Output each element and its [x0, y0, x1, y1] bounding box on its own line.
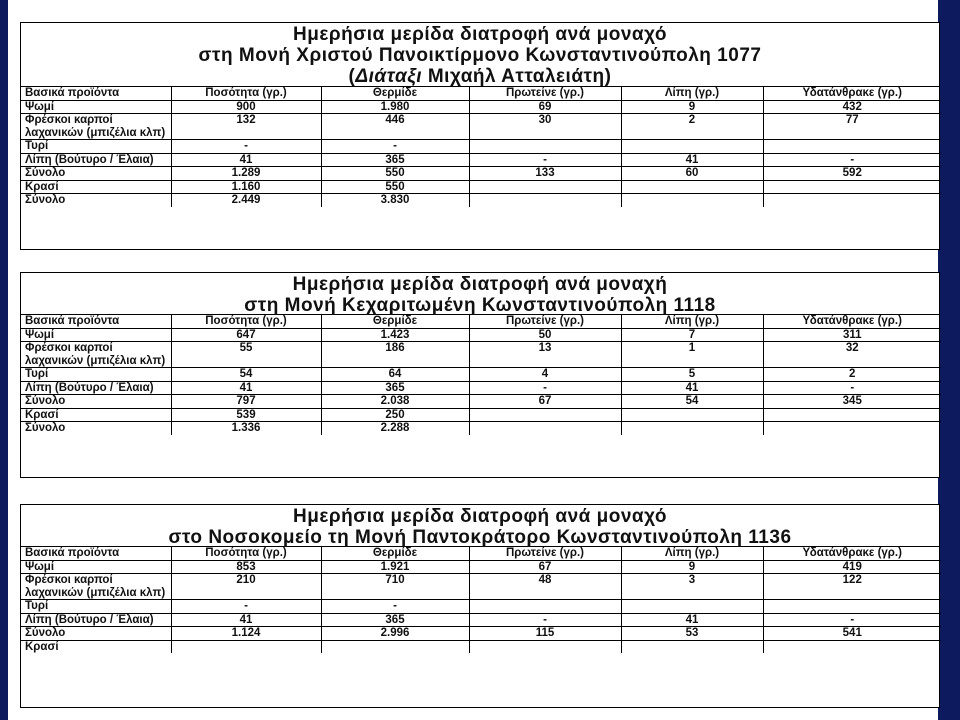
value-cell: 50 — [469, 328, 621, 342]
row-label-cell: Ψωμί — [21, 560, 171, 574]
value-cell: 1.124 — [171, 627, 321, 641]
value-cell: 1.423 — [321, 328, 469, 342]
value-cell: 60 — [621, 167, 763, 181]
column-header: Υδατάνθρακε (γρ.) — [763, 315, 941, 328]
column-header: Λίπη (γρ.) — [621, 547, 763, 560]
value-cell — [469, 640, 621, 653]
diet-table-block-1077 — [20, 22, 940, 250]
value-cell: 365 — [321, 153, 469, 167]
value-cell: 539 — [171, 408, 321, 422]
table-row — [21, 140, 941, 154]
title-text: Ημερήσια μερίδα διατροφή ανά μοναχή — [292, 274, 668, 295]
value-cell: - — [469, 153, 621, 167]
table-row — [21, 381, 941, 395]
left-decorative-bar — [0, 0, 8, 720]
value-cell: 900 — [171, 100, 321, 114]
title-text: στο Νοσοκομείο τη Μονή Παντοκράτορο Κωνσταντινούπολη 1136 — [168, 527, 792, 548]
value-cell: 54 — [621, 395, 763, 409]
table-title — [21, 505, 939, 547]
row-label-cell: Λίπη (Βούτυρο / Έλαια) — [21, 613, 171, 627]
value-cell: 365 — [321, 613, 469, 627]
value-cell: 419 — [763, 560, 941, 574]
diet-table — [21, 315, 941, 435]
column-header: Υδατάνθρακε (γρ.) — [763, 547, 941, 560]
table-row — [21, 328, 941, 342]
title-text: ( — [348, 66, 356, 87]
value-cell — [469, 600, 621, 614]
value-cell: 41 — [171, 381, 321, 395]
row-label-cell: Λίπη (Βούτυρο / Έλαια) — [21, 153, 171, 167]
value-cell: 1.336 — [171, 422, 321, 435]
table-row — [21, 167, 941, 181]
value-cell: 41 — [621, 153, 763, 167]
title-text: Διάταξι — [355, 66, 423, 87]
table-row — [21, 422, 941, 435]
row-label-cell: Τυρί — [21, 368, 171, 382]
value-cell — [171, 640, 321, 653]
row-label-cell: Κρασί — [21, 180, 171, 194]
value-cell: 592 — [763, 167, 941, 181]
value-cell: 432 — [763, 100, 941, 114]
table-row — [21, 153, 941, 167]
value-cell: 3 — [621, 574, 763, 600]
value-cell: 41 — [621, 613, 763, 627]
title-text: Ημερήσια μερίδα διατροφή ανά μοναχό — [293, 506, 667, 527]
value-cell — [321, 640, 469, 653]
value-cell: 647 — [171, 328, 321, 342]
row-label-cell: Σύνολο — [21, 167, 171, 181]
value-cell — [763, 422, 941, 435]
row-label-cell: Κρασί — [21, 640, 171, 653]
table-row — [21, 100, 941, 114]
title-line — [21, 45, 939, 66]
value-cell: 4 — [469, 368, 621, 382]
value-cell — [469, 194, 621, 207]
value-cell — [763, 408, 941, 422]
column-header: Βασικά προϊόντα — [21, 87, 171, 100]
title-text: στη Μονή Χριστού Πανοικτίρμονο Κωνσταντινούπολη 1077 — [198, 45, 762, 66]
table-title — [21, 23, 939, 87]
value-cell: 67 — [469, 395, 621, 409]
header-row — [21, 547, 941, 560]
value-cell: 210 — [171, 574, 321, 600]
row-label-cell: Φρέσκοι καρποί λαχανικών (μπιζέλια κλπ) — [21, 114, 171, 140]
value-cell: 1.980 — [321, 100, 469, 114]
column-header: Βασικά προϊόντα — [21, 315, 171, 328]
value-cell: 345 — [763, 395, 941, 409]
row-label-cell: Ψωμί — [21, 100, 171, 114]
value-cell — [469, 180, 621, 194]
column-header: Πρωτείνε (γρ.) — [469, 547, 621, 560]
value-cell: 797 — [171, 395, 321, 409]
value-cell: 710 — [321, 574, 469, 600]
row-label-cell: Σύνολο — [21, 395, 171, 409]
value-cell: 41 — [171, 153, 321, 167]
value-cell — [621, 140, 763, 154]
value-cell: 186 — [321, 342, 469, 368]
value-cell: - — [469, 613, 621, 627]
title-line — [21, 66, 939, 87]
value-cell: 122 — [763, 574, 941, 600]
table-row — [21, 627, 941, 641]
row-label-cell: Σύνολο — [21, 627, 171, 641]
row-label-cell: Σύνολο — [21, 422, 171, 435]
column-header: Θερμίδε — [321, 87, 469, 100]
value-cell: 9 — [621, 100, 763, 114]
value-cell: 2.288 — [321, 422, 469, 435]
title-line — [21, 24, 939, 45]
value-cell — [763, 640, 941, 653]
table-row — [21, 368, 941, 382]
diet-table-block-1136 — [20, 504, 940, 708]
row-label-cell: Φρέσκοι καρποί λαχανικών (μπιζέλια κλπ) — [21, 574, 171, 600]
column-header: Θερμίδε — [321, 547, 469, 560]
value-cell: 2.449 — [171, 194, 321, 207]
column-header: Βασικά προϊόντα — [21, 547, 171, 560]
value-cell: 1.289 — [171, 167, 321, 181]
value-cell: 550 — [321, 167, 469, 181]
value-cell: 2 — [621, 114, 763, 140]
value-cell: 55 — [171, 342, 321, 368]
value-cell: - — [321, 600, 469, 614]
value-cell: 541 — [763, 627, 941, 641]
title-line — [21, 506, 939, 527]
value-cell: 2.996 — [321, 627, 469, 641]
value-cell: 2 — [763, 368, 941, 382]
column-header: Ποσότητα (γρ.) — [171, 547, 321, 560]
value-cell: 9 — [621, 560, 763, 574]
value-cell: 115 — [469, 627, 621, 641]
column-header: Υδατάνθρακε (γρ.) — [763, 87, 941, 100]
column-header: Ποσότητα (γρ.) — [171, 315, 321, 328]
value-cell: 30 — [469, 114, 621, 140]
value-cell — [763, 600, 941, 614]
row-label-cell: Φρέσκοι καρποί λαχανικών (μπιζέλια κλπ) — [21, 342, 171, 368]
value-cell: 32 — [763, 342, 941, 368]
value-cell: 1.160 — [171, 180, 321, 194]
title-text: στη Μονή Κεχαριτωμένη Κωνσταντινούπολη 1118 — [244, 295, 716, 316]
value-cell: 132 — [171, 114, 321, 140]
value-cell: 1 — [621, 342, 763, 368]
value-cell: 13 — [469, 342, 621, 368]
value-cell: 54 — [171, 368, 321, 382]
row-label-cell: Λίπη (Βούτυρο / Έλαια) — [21, 381, 171, 395]
value-cell — [469, 140, 621, 154]
value-cell — [621, 422, 763, 435]
table-row — [21, 114, 941, 140]
value-cell: 365 — [321, 381, 469, 395]
value-cell: 250 — [321, 408, 469, 422]
table-row — [21, 180, 941, 194]
value-cell: 67 — [469, 560, 621, 574]
row-label-cell: Ψωμί — [21, 328, 171, 342]
value-cell — [763, 194, 941, 207]
value-cell: 48 — [469, 574, 621, 600]
value-cell: 77 — [763, 114, 941, 140]
row-label-cell: Τυρί — [21, 140, 171, 154]
value-cell: - — [171, 140, 321, 154]
value-cell: 550 — [321, 180, 469, 194]
value-cell — [763, 180, 941, 194]
title-line — [21, 295, 939, 316]
value-cell: - — [763, 153, 941, 167]
value-cell: - — [763, 381, 941, 395]
title-line — [21, 274, 939, 295]
header-row — [21, 87, 941, 100]
diet-table-block-1118 — [20, 272, 940, 478]
table-row — [21, 408, 941, 422]
value-cell — [763, 140, 941, 154]
value-cell: - — [469, 381, 621, 395]
value-cell: 853 — [171, 560, 321, 574]
value-cell: - — [321, 140, 469, 154]
row-label-cell: Σύνολο — [21, 194, 171, 207]
value-cell — [621, 640, 763, 653]
diet-table — [21, 87, 941, 207]
value-cell: 3.830 — [321, 194, 469, 207]
title-text: Μιχαήλ Ατταλειάτη) — [422, 66, 612, 87]
value-cell: 133 — [469, 167, 621, 181]
value-cell — [621, 194, 763, 207]
value-cell — [621, 408, 763, 422]
table-row — [21, 560, 941, 574]
value-cell: 53 — [621, 627, 763, 641]
value-cell: - — [171, 600, 321, 614]
table-row — [21, 574, 941, 600]
title-text: Ημερήσια μερίδα διατροφή ανά μοναχό — [293, 24, 667, 45]
table-row — [21, 640, 941, 653]
column-header: Πρωτείνε (γρ.) — [469, 315, 621, 328]
value-cell: - — [763, 613, 941, 627]
value-cell: 41 — [171, 613, 321, 627]
value-cell: 446 — [321, 114, 469, 140]
value-cell: 311 — [763, 328, 941, 342]
value-cell: 2.038 — [321, 395, 469, 409]
right-decorative-bar — [938, 0, 960, 720]
column-header: Θερμίδε — [321, 315, 469, 328]
table-row — [21, 342, 941, 368]
column-header: Λίπη (γρ.) — [621, 315, 763, 328]
column-header: Πρωτείνε (γρ.) — [469, 87, 621, 100]
value-cell — [621, 180, 763, 194]
table-title — [21, 273, 939, 315]
table-row — [21, 613, 941, 627]
title-line — [21, 527, 939, 548]
value-cell — [621, 600, 763, 614]
value-cell — [469, 422, 621, 435]
value-cell: 64 — [321, 368, 469, 382]
header-row — [21, 315, 941, 328]
row-label-cell: Κρασί — [21, 408, 171, 422]
row-label-cell: Τυρί — [21, 600, 171, 614]
value-cell: 7 — [621, 328, 763, 342]
table-row — [21, 395, 941, 409]
value-cell — [469, 408, 621, 422]
value-cell: 1.921 — [321, 560, 469, 574]
value-cell: 41 — [621, 381, 763, 395]
table-row — [21, 194, 941, 207]
column-header: Ποσότητα (γρ.) — [171, 87, 321, 100]
value-cell: 69 — [469, 100, 621, 114]
column-header: Λίπη (γρ.) — [621, 87, 763, 100]
value-cell: 5 — [621, 368, 763, 382]
table-row — [21, 600, 941, 614]
diet-table — [21, 547, 941, 653]
